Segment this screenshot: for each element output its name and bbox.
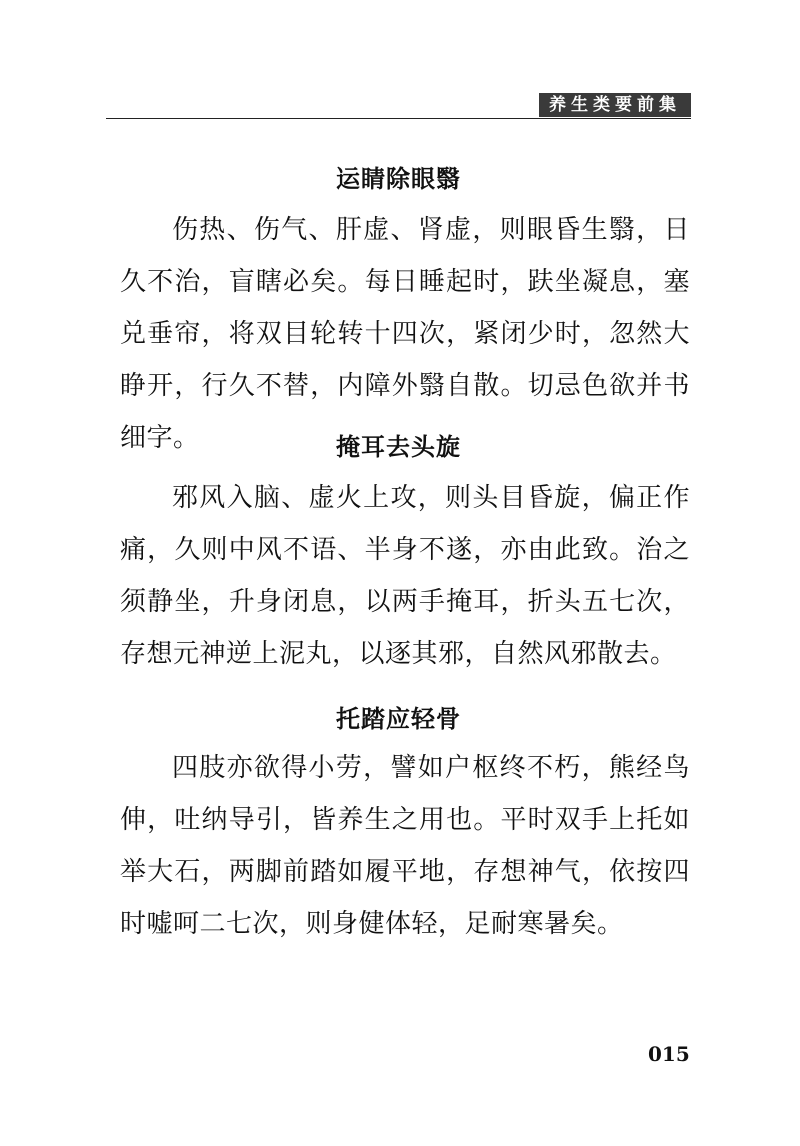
running-head: 养生类要前集 xyxy=(539,93,691,117)
page-number: 015 xyxy=(648,1042,690,1066)
section-title: 托踏应轻骨 xyxy=(336,705,461,733)
section-title: 运睛除眼翳 xyxy=(336,165,461,193)
section-body: 伤热、伤气、肝虚、肾虚，则眼昏生翳，日久不治，盲瞎必矣。每日睡起时，趺坐凝息，塞兑垂帘，将双目轮转十四次，紧闭少时，忽然大睁开，行久不替，内障外翳自散。切忌色欲并书细字。 xyxy=(120,215,690,453)
section-body: 四肢亦欲得小劳，譬如户枢终不朽，熊经鸟伸，吐纳导引，皆养生之用也。平时双手上托如举大石，两脚前踏如履平地，存想神气，依按四时嘘呵二七次，则身健体轻，足耐寒暑矣。 xyxy=(120,753,690,939)
running-head-bar xyxy=(106,93,691,119)
section-body: 邪风入脑、虚火上攻，则头目昏旋，偏正作痛，久则中风不语、半身不遂，亦由此致。治之须静坐，升身闭息，以两手掩耳，折头五七次，存想元神逆上泥丸，以逐其邪，自然风邪散去。 xyxy=(120,483,690,669)
section-title: 掩耳去头旋 xyxy=(336,433,461,461)
